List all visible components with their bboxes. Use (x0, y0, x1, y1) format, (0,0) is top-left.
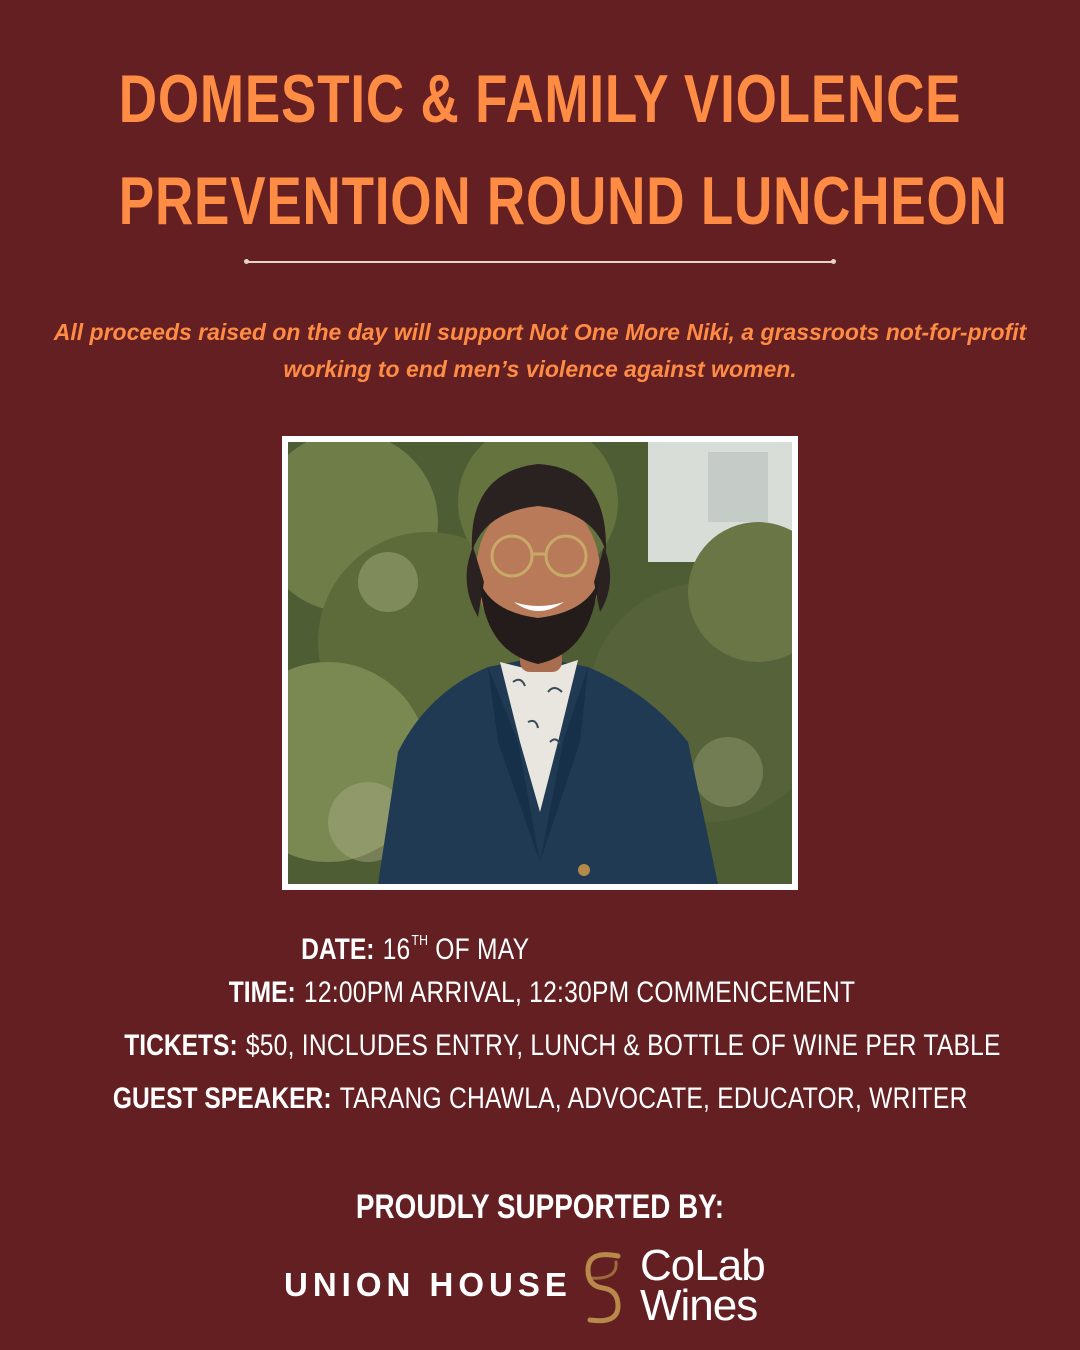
speaker-value: TARANG CHAWLA, ADVOCATE, EDUCATOR, WRITER (339, 1082, 968, 1115)
supported-by-heading: PROUDLY SUPPORTED BY: (355, 1188, 725, 1226)
date-label: DATE: (300, 933, 375, 966)
time-label: TIME: (228, 976, 296, 1009)
time-value: 12:00PM ARRIVAL, 12:30PM COMMENCEMENT (303, 976, 856, 1009)
date-value (382, 933, 529, 966)
event-description-line-2: working to end men’s violence against women. (283, 356, 797, 382)
date-month: OF MAY (435, 933, 530, 966)
colab-wordmark (640, 1241, 765, 1330)
speaker-label: GUEST SPEAKER: (112, 1082, 332, 1115)
tickets-label: TICKETS: (124, 1029, 238, 1062)
tickets-value: $50, INCLUDES ENTRY, LUNCH & BOTTLE OF WINE PER TABLE (245, 1029, 1001, 1062)
event-title-line-2: PREVENTION ROUND LUNCHEON (118, 163, 1008, 239)
tickets-row (0, 1023, 1080, 1069)
event-description-line-1: All proceeds raised on the day will support Not One More Niki, a grassroots not-for-profit (53, 319, 1027, 345)
date-day: 16 (382, 933, 411, 966)
speaker-row (0, 1076, 1080, 1122)
event-description (30, 314, 1050, 388)
colab-wordmark-line-1: CoLab (640, 1241, 765, 1290)
colab-mark-icon (578, 1248, 628, 1328)
colab-wines-logo (578, 1241, 798, 1330)
union-house-logo: UNION HOUSE (284, 1266, 572, 1303)
event-title (118, 48, 1008, 252)
date-suffix: TH (411, 932, 429, 949)
date-row (0, 918, 1080, 973)
speaker-portrait-image (288, 442, 792, 884)
time-row (0, 970, 1080, 1016)
event-title-line-1: DOMESTIC & FAMILY VIOLENCE (118, 61, 962, 137)
title-divider (246, 261, 834, 263)
colab-wordmark-line-2: Wines (640, 1281, 758, 1330)
speaker-photo (288, 442, 792, 884)
speaker-photo-frame (282, 436, 798, 890)
